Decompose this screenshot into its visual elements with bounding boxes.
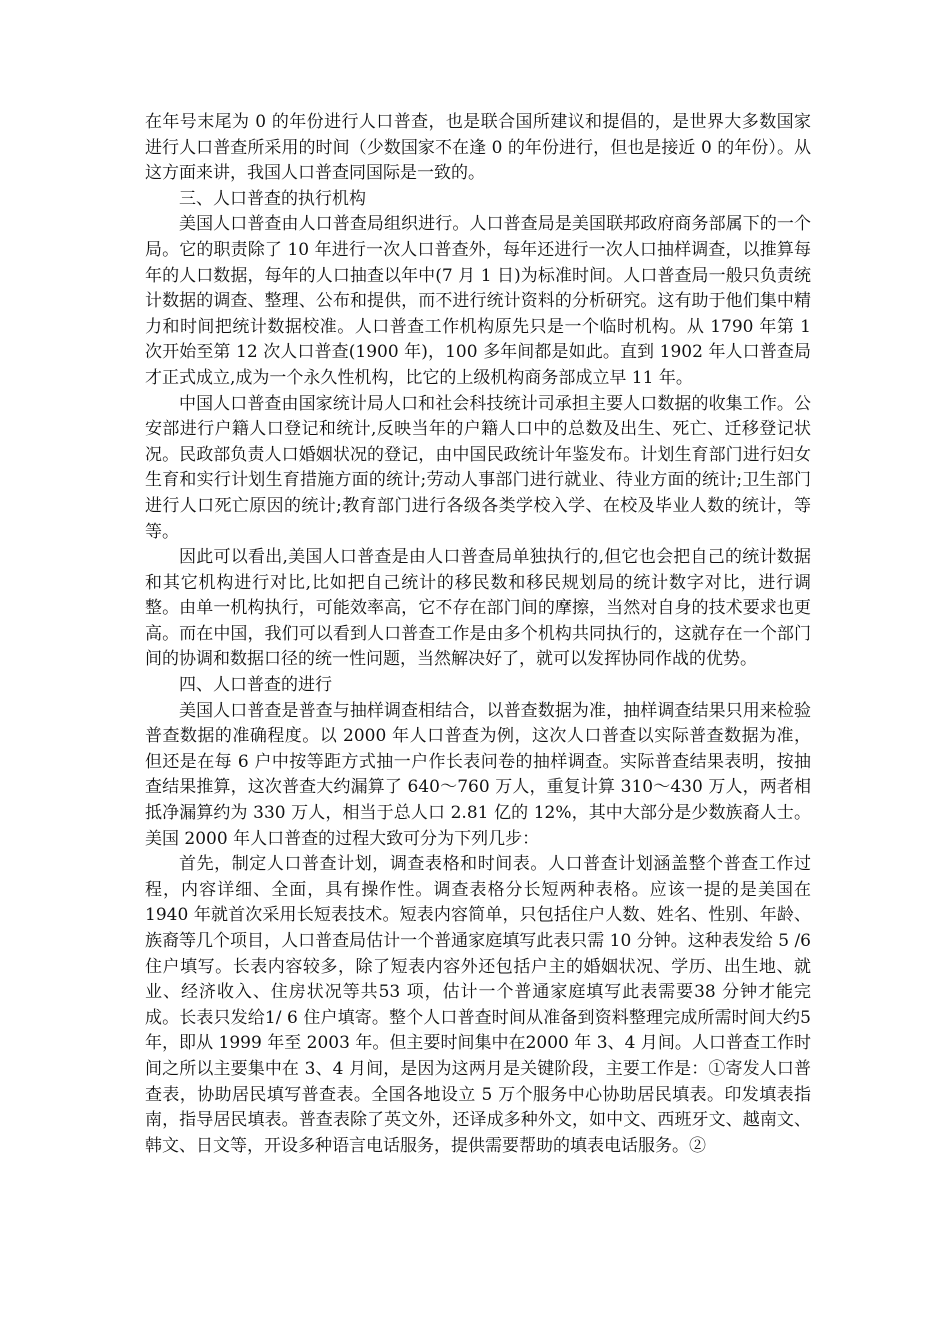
paragraph-china-census-agencies: 中国人口普查由国家统计局人口和社会科技统计司承担主要人口数据的收集工作。公安部进行户籍人口登记和统计,反映当年的户籍人口中的总数及出生、死亡、迁移登记状况。民政部负责人口婚姻状况的登记，由中国民政统计年鉴发布。计划生育部门进行妇女生育和实行计划生育措施方面的统计;劳动人事部门进行就业、待业方面的统计;卫生部门进行人口死亡原因的统计;教育部门进行各级各类学校入学、在校及毕业人数的统计，等等。 <box>145 393 811 542</box>
section-heading-census-process: 四、人口普查的进行 <box>179 675 332 696</box>
paragraph-census-plan: 首先，制定人口普查计划，调查表格和时间表。人口普查计划涵盖整个普查工作过程，内容详细、全面，具有操作性。调查表格分长短两种表格。应该一提的是美国在 1940 年就首次采用长短表技术。短表内容简单，只包括住户人数、姓名、性别、年龄、族裔等几个项目，人口普查局估计一个普通家庭填写此表只需 10 分钟。这种表发给 5 /6 住户填写。长表内容较多，除了短表内容外还包括户主的婚姻状况、学历、出生地、就业、经济收入、住房状况等共53 项，估计一个普通家庭填写此表需要38 分钟才能完成。长表只发给1/ 6 住户填寄。整个人口普查时间从准备到资料整理完成所需时间大约5 年，即从 1999 年至 2003 年。但主要时间集中在2000 年 3、4 月间。人口普查工作时间之所以主要集中在 3、4 月间，是因为这两月是关键阶段，主要工作是：①寄发人口普查表，协助居民填写普查表。全国各地设立 5 万个服务中心协助居民填表。印发填表指南，指导居民填表。普查表除了英文外，还译成多种外文，如中文、西班牙文、越南文、韩文、日文等，开设多种语言电话服务，提供需要帮助的填表电话服务。② <box>145 854 811 1156</box>
section-heading-executing-agency: 三、人口普查的执行机构 <box>179 188 366 209</box>
document-body <box>145 110 811 1159</box>
paragraph-us-census-bureau: 美国人口普查由人口普查局组织进行。人口普查局是美国联邦政府商务部属下的一个局。它的职责除了 10 年进行一次人口普查外，每年还进行一次人口抽样调查，以推算每年的人口数据，每年的人口抽查以年中(7 月 1 日)为标准时间。人口普查局一般只负责统计数据的调查、整理、公布和提供，而不进行统计资料的分析研究。这有助于他们集中精力和时间把统计数据校准。人口普查工作机构原先只是一个临时机构。从 1790 年第 1 次开始至第 12 次人口普查(1900 年)，100 多年间都是如此。直到 1902 年人口普查局才正式成立,成为一个永久性机构，比它的上级机构商务部成立早 11 年。 <box>145 214 811 388</box>
paragraph-sampling-method: 美国人口普查是普查与抽样调查相结合，以普查数据为准，抽样调查结果只用来检验普查数据的准确程度。以 2000 年人口普查为例，这次人口普查以实际普查数据为准，但还是在每 6 户中按等距方式抽一户作长表问卷的抽样调查。实际普查结果表明，按抽查结果推算，这次普查大约漏算了 640～760 万人，重复计算 310～430 万人，两者相抵净漏算约为 330 万人，相当于总人口 2.81 亿的 12%，其中大部分是少数族裔人士。美国 2000 年人口普查的过程大致可分为下列几步： <box>145 700 811 849</box>
paragraph-census-year-intro: 在年号末尾为 0 的年份进行人口普查，也是联合国所建议和提倡的，是世界大多数国家进行人口普查所采用的时间（少数国家不在逢 0 的年份进行，但也是接近 0 的年份）。从这方面来讲，我国人口普查同国际是一致的。 <box>145 112 811 184</box>
paragraph-comparison: 因此可以看出,美国人口普查是由人口普查局单独执行的,但它也会把自己的统计数据和其它机构进行对比,比如把自己统计的移民数和移民规划局的统计数字对比，进行调整。由单一机构执行，可能效率高，它不存在部门间的摩擦，当然对自身的技术要求也更高。而在中国，我们可以看到人口普查工作是由多个机构共同执行的，这就存在一个部门间的协调和数据口径的统一性问题，当然解决好了，就可以发挥协同作战的优势。 <box>145 547 811 670</box>
